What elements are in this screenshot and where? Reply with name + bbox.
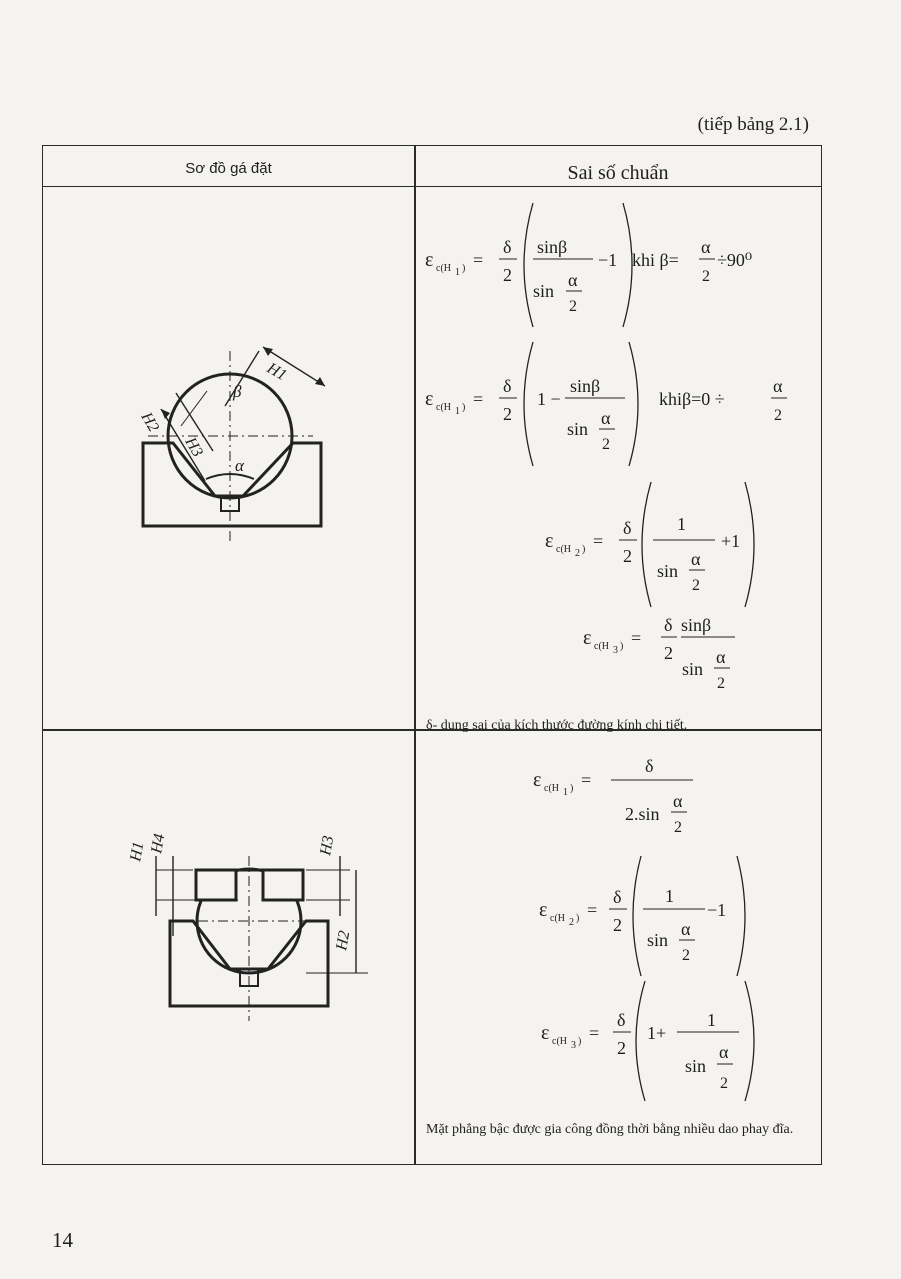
svg-text:δ: δ (664, 615, 673, 635)
svg-text:2: 2 (702, 268, 710, 285)
svg-text:1+: 1+ (647, 1023, 667, 1043)
col2-header: Sai số chuẩn (567, 162, 669, 184)
svg-text:2: 2 (623, 546, 632, 566)
svg-text:sinβ: sinβ (681, 615, 712, 635)
diagram2-label-h1: H1 (127, 840, 148, 863)
svg-text:): ) (576, 913, 580, 924)
svg-text:): ) (620, 641, 624, 652)
formula-row2-2 (539, 856, 745, 976)
svg-text:sin: sin (657, 561, 679, 581)
svg-text:=: = (581, 770, 592, 790)
svg-text:1: 1 (455, 406, 460, 417)
svg-text:δ: δ (645, 756, 654, 776)
page-number: 14 (52, 1228, 73, 1252)
svg-text:α: α (568, 270, 578, 290)
continued-label: (tiếp bảng 2.1) (697, 114, 809, 135)
svg-text:2: 2 (613, 915, 622, 935)
svg-text:1: 1 (707, 1010, 716, 1030)
formula-row1-1 (425, 203, 752, 327)
svg-text:2: 2 (503, 265, 512, 285)
svg-text:ε: ε (545, 530, 554, 552)
locating-error-table (42, 145, 822, 1165)
diagram1-label-alpha: α (235, 456, 244, 475)
svg-text:2: 2 (569, 298, 577, 315)
svg-text:=: = (631, 628, 642, 648)
svg-text:c(H: c(H (594, 641, 609, 652)
svg-text:sin: sin (685, 1056, 707, 1076)
svg-text:1: 1 (665, 886, 674, 906)
svg-text:α: α (681, 919, 691, 939)
svg-text:): ) (570, 783, 574, 794)
svg-text:α: α (701, 237, 711, 257)
svg-text:c(H: c(H (436, 402, 451, 413)
svg-text:sinβ: sinβ (537, 237, 568, 257)
row2-note: Mặt phẳng bậc được gia công đồng thời bằng nhiều dao phay đĩa. (426, 1122, 794, 1137)
svg-text:): ) (462, 402, 466, 413)
svg-text:2: 2 (682, 947, 690, 964)
svg-text:δ: δ (623, 518, 632, 538)
svg-text:2: 2 (575, 548, 580, 559)
svg-text:δ: δ (503, 237, 512, 257)
svg-text:2: 2 (664, 643, 673, 663)
svg-text:÷90⁰: ÷90⁰ (717, 250, 753, 270)
svg-text:=: = (473, 250, 484, 270)
svg-text:α: α (719, 1042, 729, 1062)
svg-text:1 −: 1 − (537, 389, 561, 409)
svg-text:1: 1 (677, 514, 686, 534)
formula-row1-2 (425, 342, 787, 466)
row1-formulas (415, 187, 821, 717)
svg-text:sin: sin (682, 659, 704, 679)
svg-text:α: α (773, 376, 783, 396)
svg-text:2: 2 (602, 436, 610, 453)
diagram2-label-h3: H3 (317, 834, 338, 857)
svg-text:2: 2 (774, 407, 782, 424)
svg-text:ε: ε (533, 769, 542, 791)
svg-text:sin: sin (647, 930, 669, 950)
svg-text:α: α (716, 647, 726, 667)
formula-row1-3 (545, 482, 754, 607)
svg-text:2: 2 (674, 819, 682, 836)
formula-row2-1 (533, 756, 693, 836)
svg-text:2: 2 (720, 1075, 728, 1092)
svg-text:c(H: c(H (550, 913, 565, 924)
svg-text:2: 2 (692, 577, 700, 594)
diagram1-label-h2: H2 (137, 409, 163, 435)
vblock-diagram-2 (118, 826, 368, 1026)
svg-text:khi β=: khi β= (632, 250, 679, 270)
svg-text:=: = (473, 389, 484, 409)
svg-text:c(H: c(H (544, 783, 559, 794)
svg-text:): ) (462, 263, 466, 274)
svg-text:sin: sin (567, 419, 589, 439)
svg-text:c(H: c(H (436, 263, 451, 274)
formula-row2-3 (541, 981, 754, 1101)
svg-text:2: 2 (503, 404, 512, 424)
svg-text:δ: δ (613, 887, 622, 907)
svg-text:ε: ε (539, 899, 548, 921)
diagram1-label-beta: β (233, 382, 242, 401)
svg-text:3: 3 (571, 1040, 576, 1051)
svg-text:2: 2 (617, 1038, 626, 1058)
svg-text:α: α (601, 408, 611, 428)
svg-text:ε: ε (425, 249, 434, 271)
svg-text:α: α (691, 549, 701, 569)
svg-text:+1: +1 (721, 531, 741, 551)
svg-text:c(H: c(H (556, 544, 571, 555)
svg-text:2.sin: 2.sin (625, 804, 660, 824)
svg-text:ε: ε (425, 388, 434, 410)
svg-text:ε: ε (541, 1022, 550, 1044)
svg-text:khiβ=0 ÷: khiβ=0 ÷ (659, 389, 725, 409)
svg-text:2: 2 (717, 675, 725, 692)
diagram1-label-h3: H3 (181, 434, 207, 460)
col1-header: Sơ đồ gá đặt (185, 160, 272, 177)
svg-text:): ) (582, 544, 586, 555)
svg-text:1: 1 (563, 787, 568, 798)
svg-text:=: = (589, 1023, 600, 1043)
formula-row1-4 (583, 615, 735, 692)
svg-text:c(H: c(H (552, 1036, 567, 1047)
vblock-diagram-1 (103, 331, 363, 561)
row1-note: δ- dung sai của kích thước đường kính chi tiết. (426, 718, 688, 733)
svg-text:sin: sin (533, 281, 555, 301)
svg-text:δ: δ (503, 376, 512, 396)
svg-text:2: 2 (569, 917, 574, 928)
svg-text:−1: −1 (598, 250, 618, 270)
diagram2-label-h4: H4 (148, 832, 169, 855)
svg-text:ε: ε (583, 627, 592, 649)
diagram1-label-h1: H1 (264, 359, 290, 385)
svg-text:δ: δ (617, 1010, 626, 1030)
svg-text:α: α (673, 791, 683, 811)
svg-text:3: 3 (613, 645, 618, 656)
row2-formulas (415, 736, 821, 1116)
svg-text:−1: −1 (707, 900, 727, 920)
svg-text:1: 1 (455, 267, 460, 278)
diagram2-label-h2: H2 (333, 929, 354, 952)
svg-text:): ) (578, 1036, 582, 1047)
svg-text:sinβ: sinβ (570, 376, 601, 396)
svg-text:=: = (593, 531, 604, 551)
svg-text:=: = (587, 900, 598, 920)
